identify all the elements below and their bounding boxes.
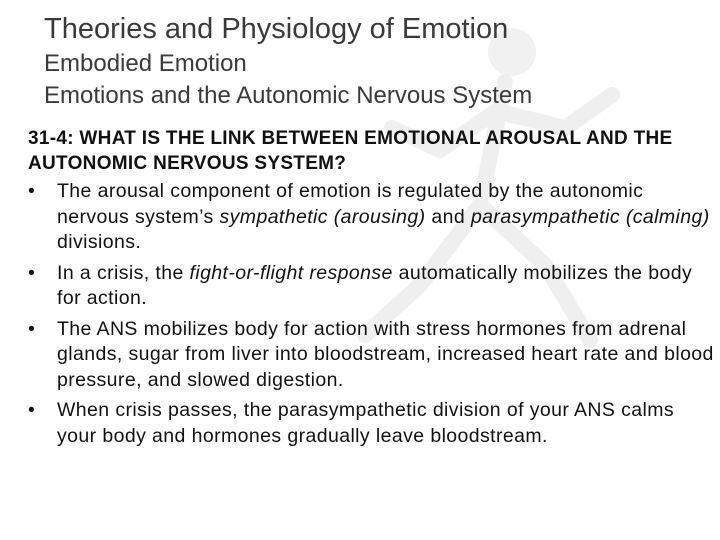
bullet-marker: • — [28, 180, 36, 202]
section-heading: 31-4: WHAT IS THE LINK BETWEEN EMOTIONAL AROUSAL AND THE AUTONOMIC NERVOUS SYSTEM? — [28, 128, 673, 174]
bullet-text: The arousal component of emotion is regulated by the autonomic nervous system’s — [57, 180, 644, 228]
bullet-emphasis: parasympathetic (calming) — [470, 205, 710, 228]
slide-title: Theories and Physiology of Emotion — [44, 13, 509, 45]
slide-header — [44, 10, 532, 112]
bullet-marker: • — [28, 317, 36, 340]
bullet-item — [28, 317, 718, 394]
bullet-text: and — [425, 205, 471, 228]
bullet-item — [28, 261, 718, 312]
slide-subtitle-2: Emotions and the Autonomic Nervous System — [44, 82, 533, 109]
bullet-text: The ANS mobilizes body for action with stress hormones from adrenal glands, sugar from liver into bloodstream, increased heart rate and blood pressure, and slowed digestion. — [57, 317, 714, 391]
bullet-emphasis: fight-or-flight response — [189, 261, 393, 284]
slide-content — [28, 126, 718, 454]
bullet-item — [28, 398, 718, 449]
bullet-text: divisions. — [57, 231, 142, 253]
bullet-text: When crisis passes, the parasympathetic division of your ANS calms your body and hormones gradually leave bloodstream. — [57, 399, 675, 447]
slide-subtitle-1: Embodied Emotion — [44, 50, 247, 77]
bullet-text: automatically mobilizes the body for action. — [57, 261, 693, 309]
bullet-list — [28, 179, 718, 449]
bullet-item — [28, 179, 718, 256]
bullet-marker: • — [28, 261, 36, 284]
bullet-text: In a crisis, the — [57, 261, 190, 284]
bullet-marker: • — [28, 399, 36, 421]
bullet-emphasis: sympathetic (arousing) — [219, 205, 426, 228]
